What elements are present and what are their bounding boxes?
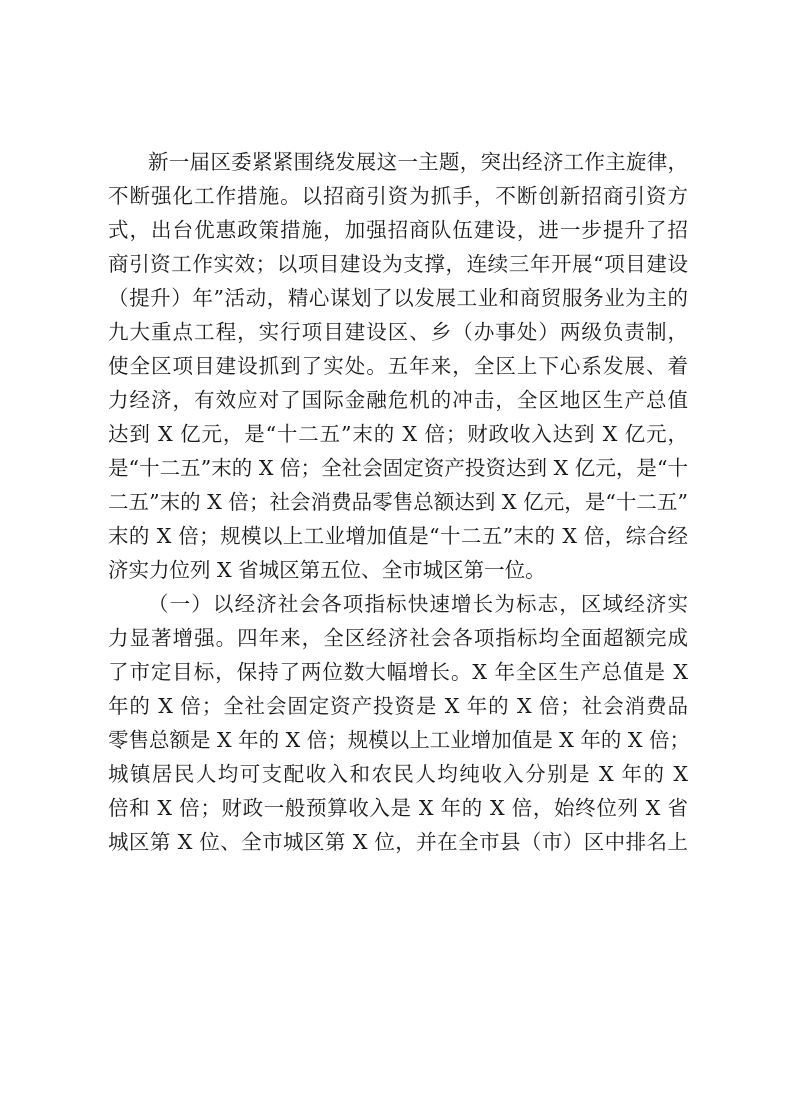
paragraph-line: 二五”末的 X 倍；社会消费品零售总额达到 X 亿元，是“十二五” bbox=[108, 490, 688, 514]
paragraph-line: 新一届区委紧紧围绕发展这一主题，突出经济工作主旋律， bbox=[148, 150, 688, 174]
paragraph-line: 年的 X 倍；全社会固定资产投资是 X 年的 X 倍；社会消费品 bbox=[108, 694, 688, 718]
paragraph-line: 商引资工作实效；以项目建设为支撑，连续三年开展“项目建设 bbox=[108, 252, 688, 276]
paragraph-line: 达到 X 亿元，是“十二五”末的 X 倍；财政收入达到 X 亿元， bbox=[108, 422, 688, 446]
document-body bbox=[108, 145, 691, 859]
paragraph-line: 倍和 X 倍；财政一般预算收入是 X 年的 X 倍，始终位列 X 省 bbox=[108, 796, 688, 820]
paragraph-line: 零售总额是 X 年的 X 倍；规模以上工业增加值是 X 年的 X 倍； bbox=[108, 728, 691, 752]
paragraph-2 bbox=[108, 587, 691, 859]
paragraph-line: 九大重点工程，实行项目建设区、乡（办事处）两级负责制， bbox=[108, 320, 688, 344]
paragraph-line: （提升）年”活动，精心谋划了以发展工业和商贸服务业为主的 bbox=[108, 286, 688, 310]
paragraph-line: 不断强化工作措施。以招商引资为抓手，不断创新招商引资方 bbox=[108, 184, 688, 208]
paragraph-line: 力经济，有效应对了国际金融危机的冲击，全区地区生产总值 bbox=[108, 388, 688, 412]
paragraph-line: 使全区项目建设抓到了实处。五年来，全区上下心系发展、着 bbox=[108, 354, 688, 378]
paragraph-1 bbox=[108, 145, 688, 587]
paragraph-line: 城镇居民人均可支配收入和农民人均纯收入分别是 X 年的 X bbox=[108, 762, 688, 786]
paragraph-line: 城区第 X 位、全市城区第 X 位，并在全市县（市）区中排名上 bbox=[108, 830, 688, 854]
paragraph-line: 末的 X 倍；规模以上工业增加值是“十二五”末的 X 倍，综合经 bbox=[108, 524, 688, 548]
paragraph-line: 式，出台优惠政策措施，加强招商队伍建设，进一步提升了招 bbox=[108, 218, 688, 242]
paragraph-line: （一）以经济社会各项指标快速增长为标志，区域经济实 bbox=[148, 592, 688, 616]
paragraph-line: 是“十二五”末的 X 倍；全社会固定资产投资达到 X 亿元，是“十 bbox=[108, 456, 688, 480]
paragraph-line: 了市定目标，保持了两位数大幅增长。X 年全区生产总值是 X bbox=[108, 660, 688, 684]
paragraph-line: 济实力位列 X 省城区第五位、全市城区第一位。 bbox=[108, 558, 546, 582]
paragraph-line: 力显著增强。四年来，全区经济社会各项指标均全面超额完成 bbox=[108, 626, 688, 650]
